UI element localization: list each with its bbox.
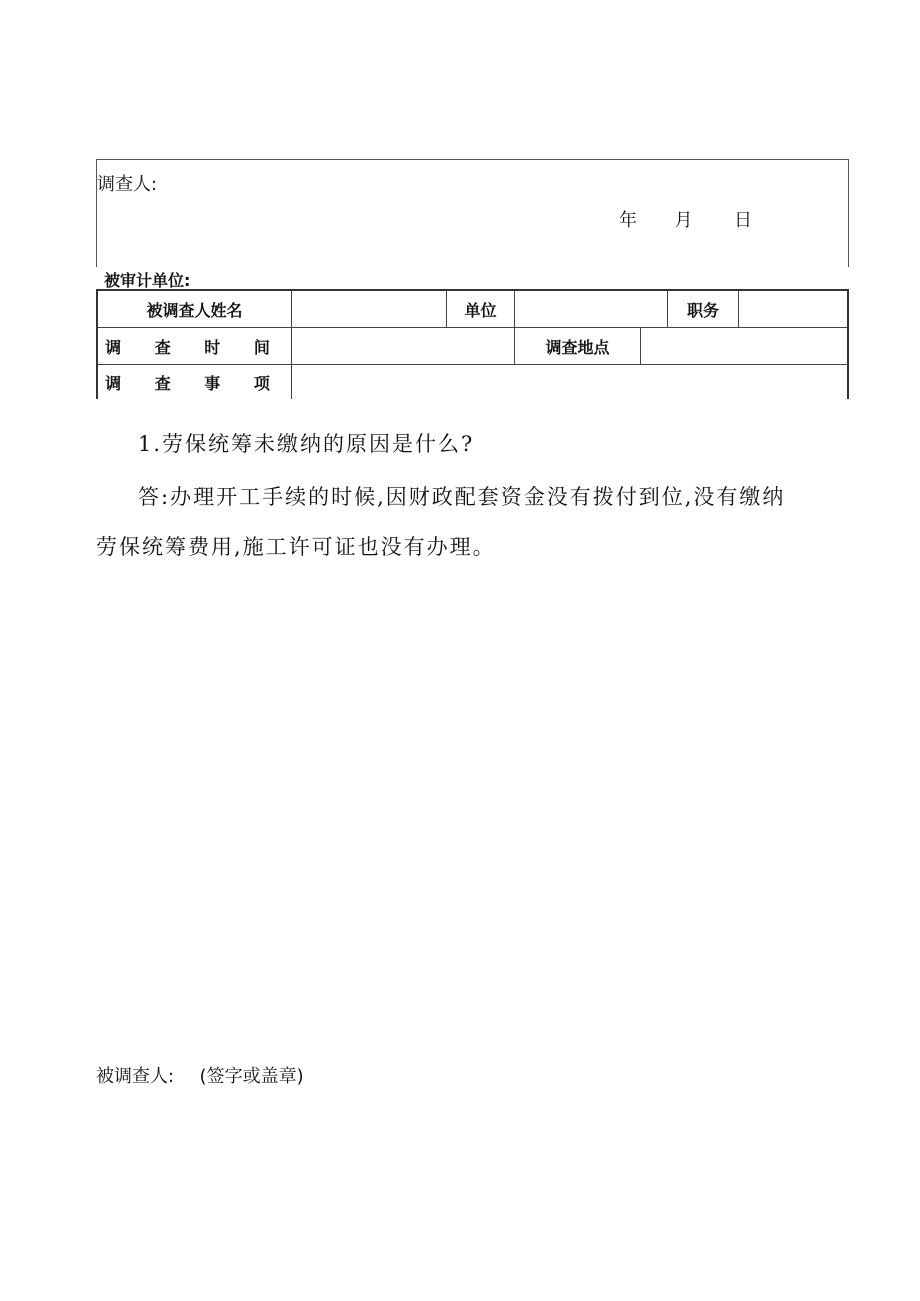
answer-line-1: 答:办理开工手续的时候,因财政配套资金没有拨付到位,没有缴纳 <box>138 485 786 509</box>
date-row <box>619 206 752 232</box>
position-label: 职务 <box>686 300 719 320</box>
matter-label-cell <box>98 365 292 399</box>
question-text: 1.劳保统筹未缴纳的原因是什么? <box>138 432 475 456</box>
matter-label: 调 查 事 项 <box>105 373 284 393</box>
investigation-table <box>96 289 849 399</box>
month-label: 月 <box>674 210 693 231</box>
time-label-cell <box>98 328 292 365</box>
position-value-cell[interactable] <box>739 291 847 328</box>
signature-note: (签字或盖章) <box>199 1066 304 1087</box>
name-label: 被调查人姓名 <box>146 300 243 320</box>
name-value-cell[interactable] <box>292 291 447 328</box>
investigator-box <box>96 159 849 267</box>
time-label: 调 查 时 间 <box>105 337 284 357</box>
investigator-label: 调查人: <box>97 174 158 195</box>
day-label: 日 <box>733 210 752 231</box>
matter-value-cell[interactable] <box>292 365 847 399</box>
place-label-cell <box>515 328 641 365</box>
position-label-cell <box>668 291 739 328</box>
time-value-cell[interactable] <box>292 328 515 365</box>
place-label: 调查地点 <box>545 337 610 357</box>
answer-line-2: 劳保统筹费用,施工许可证也没有办理。 <box>96 535 496 559</box>
signature-label: 被调查人: <box>96 1066 175 1087</box>
unit-label: 单位 <box>464 300 497 320</box>
name-label-cell <box>98 291 292 328</box>
place-value-cell[interactable] <box>641 328 847 365</box>
audited-unit-label: 被审计单位: <box>104 271 191 290</box>
unit-value-cell[interactable] <box>515 291 668 328</box>
year-label: 年 <box>619 210 637 231</box>
signature-line <box>96 1062 304 1088</box>
unit-label-cell <box>447 291 515 328</box>
